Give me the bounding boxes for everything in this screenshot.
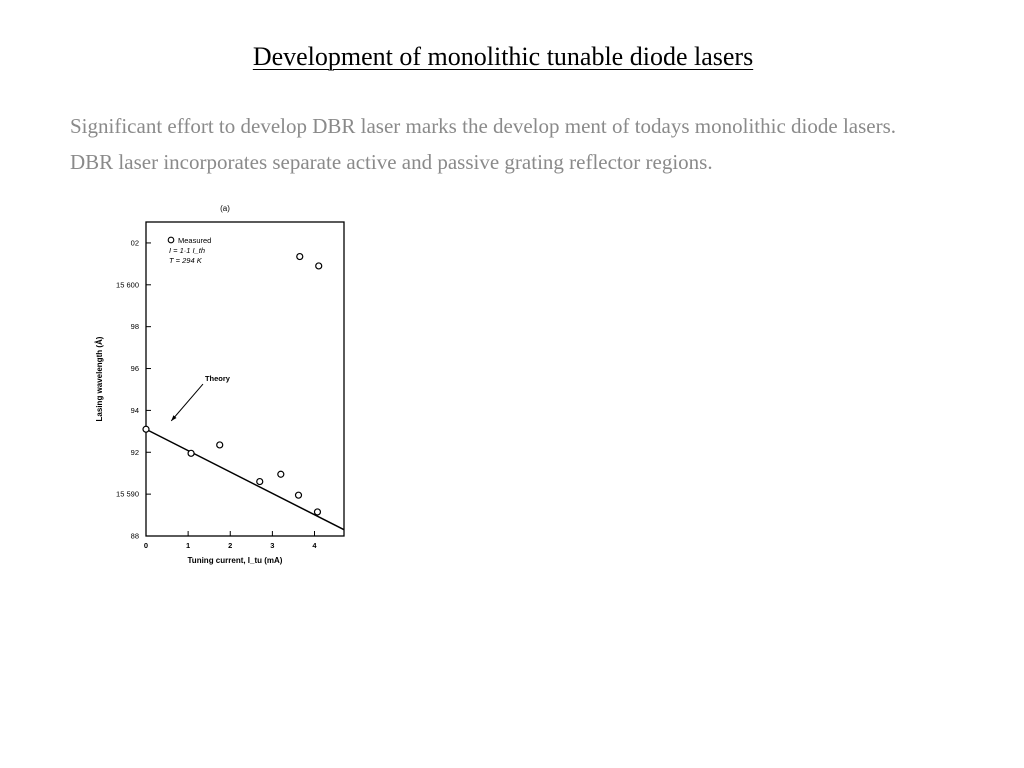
y-tick-label: 02 xyxy=(130,238,139,248)
legend-condition: T = 294 K xyxy=(169,256,202,265)
y-tick-label: 94 xyxy=(130,405,139,415)
measured-point xyxy=(188,450,194,456)
slide-title: Development of monolithic tunable diode lasers xyxy=(252,42,754,71)
theory-arrow xyxy=(171,384,203,421)
theory-label: Theory xyxy=(204,374,230,384)
y-tick-label: 15 590 xyxy=(116,489,139,499)
slide-body xyxy=(70,111,970,183)
y-tick-label: 15 600 xyxy=(116,280,139,290)
y-tick-label: 98 xyxy=(130,322,139,332)
measured-point xyxy=(316,263,322,269)
y-tick-label: 92 xyxy=(130,447,139,457)
x-tick-label: 1 xyxy=(186,541,191,550)
x-tick-label: 4 xyxy=(312,541,317,550)
measured-point xyxy=(296,492,302,498)
x-axis-label: Tuning current, I_tu (mA) xyxy=(187,556,283,565)
y-tick-label: 96 xyxy=(130,364,139,374)
measured-point xyxy=(314,509,320,515)
theory-line xyxy=(146,429,344,529)
measured-point xyxy=(278,471,284,477)
x-tick-label: 2 xyxy=(228,541,233,550)
legend-measured-label: Measured xyxy=(178,236,212,245)
measured-point xyxy=(257,479,263,485)
wavelength-tuning-chart xyxy=(90,198,370,578)
wavelength-tuning-figure xyxy=(90,198,370,578)
plot-frame xyxy=(146,222,344,536)
legend-condition: I = 1·1 I_th xyxy=(169,246,206,255)
x-tick-label: 0 xyxy=(143,541,149,550)
y-axis-label: Lasing wavelength (Å) xyxy=(95,336,104,422)
y-tick-label: 88 xyxy=(130,531,139,541)
theory-annotation xyxy=(171,374,231,421)
x-axis-ticks xyxy=(144,531,318,550)
measured-point xyxy=(217,442,223,448)
measured-point xyxy=(297,254,303,260)
legend-marker xyxy=(168,237,174,243)
panel-label: (a) xyxy=(220,204,230,213)
measured-points xyxy=(143,254,322,515)
chart-legend xyxy=(168,236,211,265)
x-tick-label: 3 xyxy=(270,541,275,550)
paragraph-intro: Significant effort to develop DBR laser marks the develop ment of todays monolithic diode lasers. xyxy=(70,114,897,138)
measured-point xyxy=(143,426,149,432)
paragraph-dbr: DBR laser incorporates separate active and passive grating reflector regions. xyxy=(70,150,713,174)
